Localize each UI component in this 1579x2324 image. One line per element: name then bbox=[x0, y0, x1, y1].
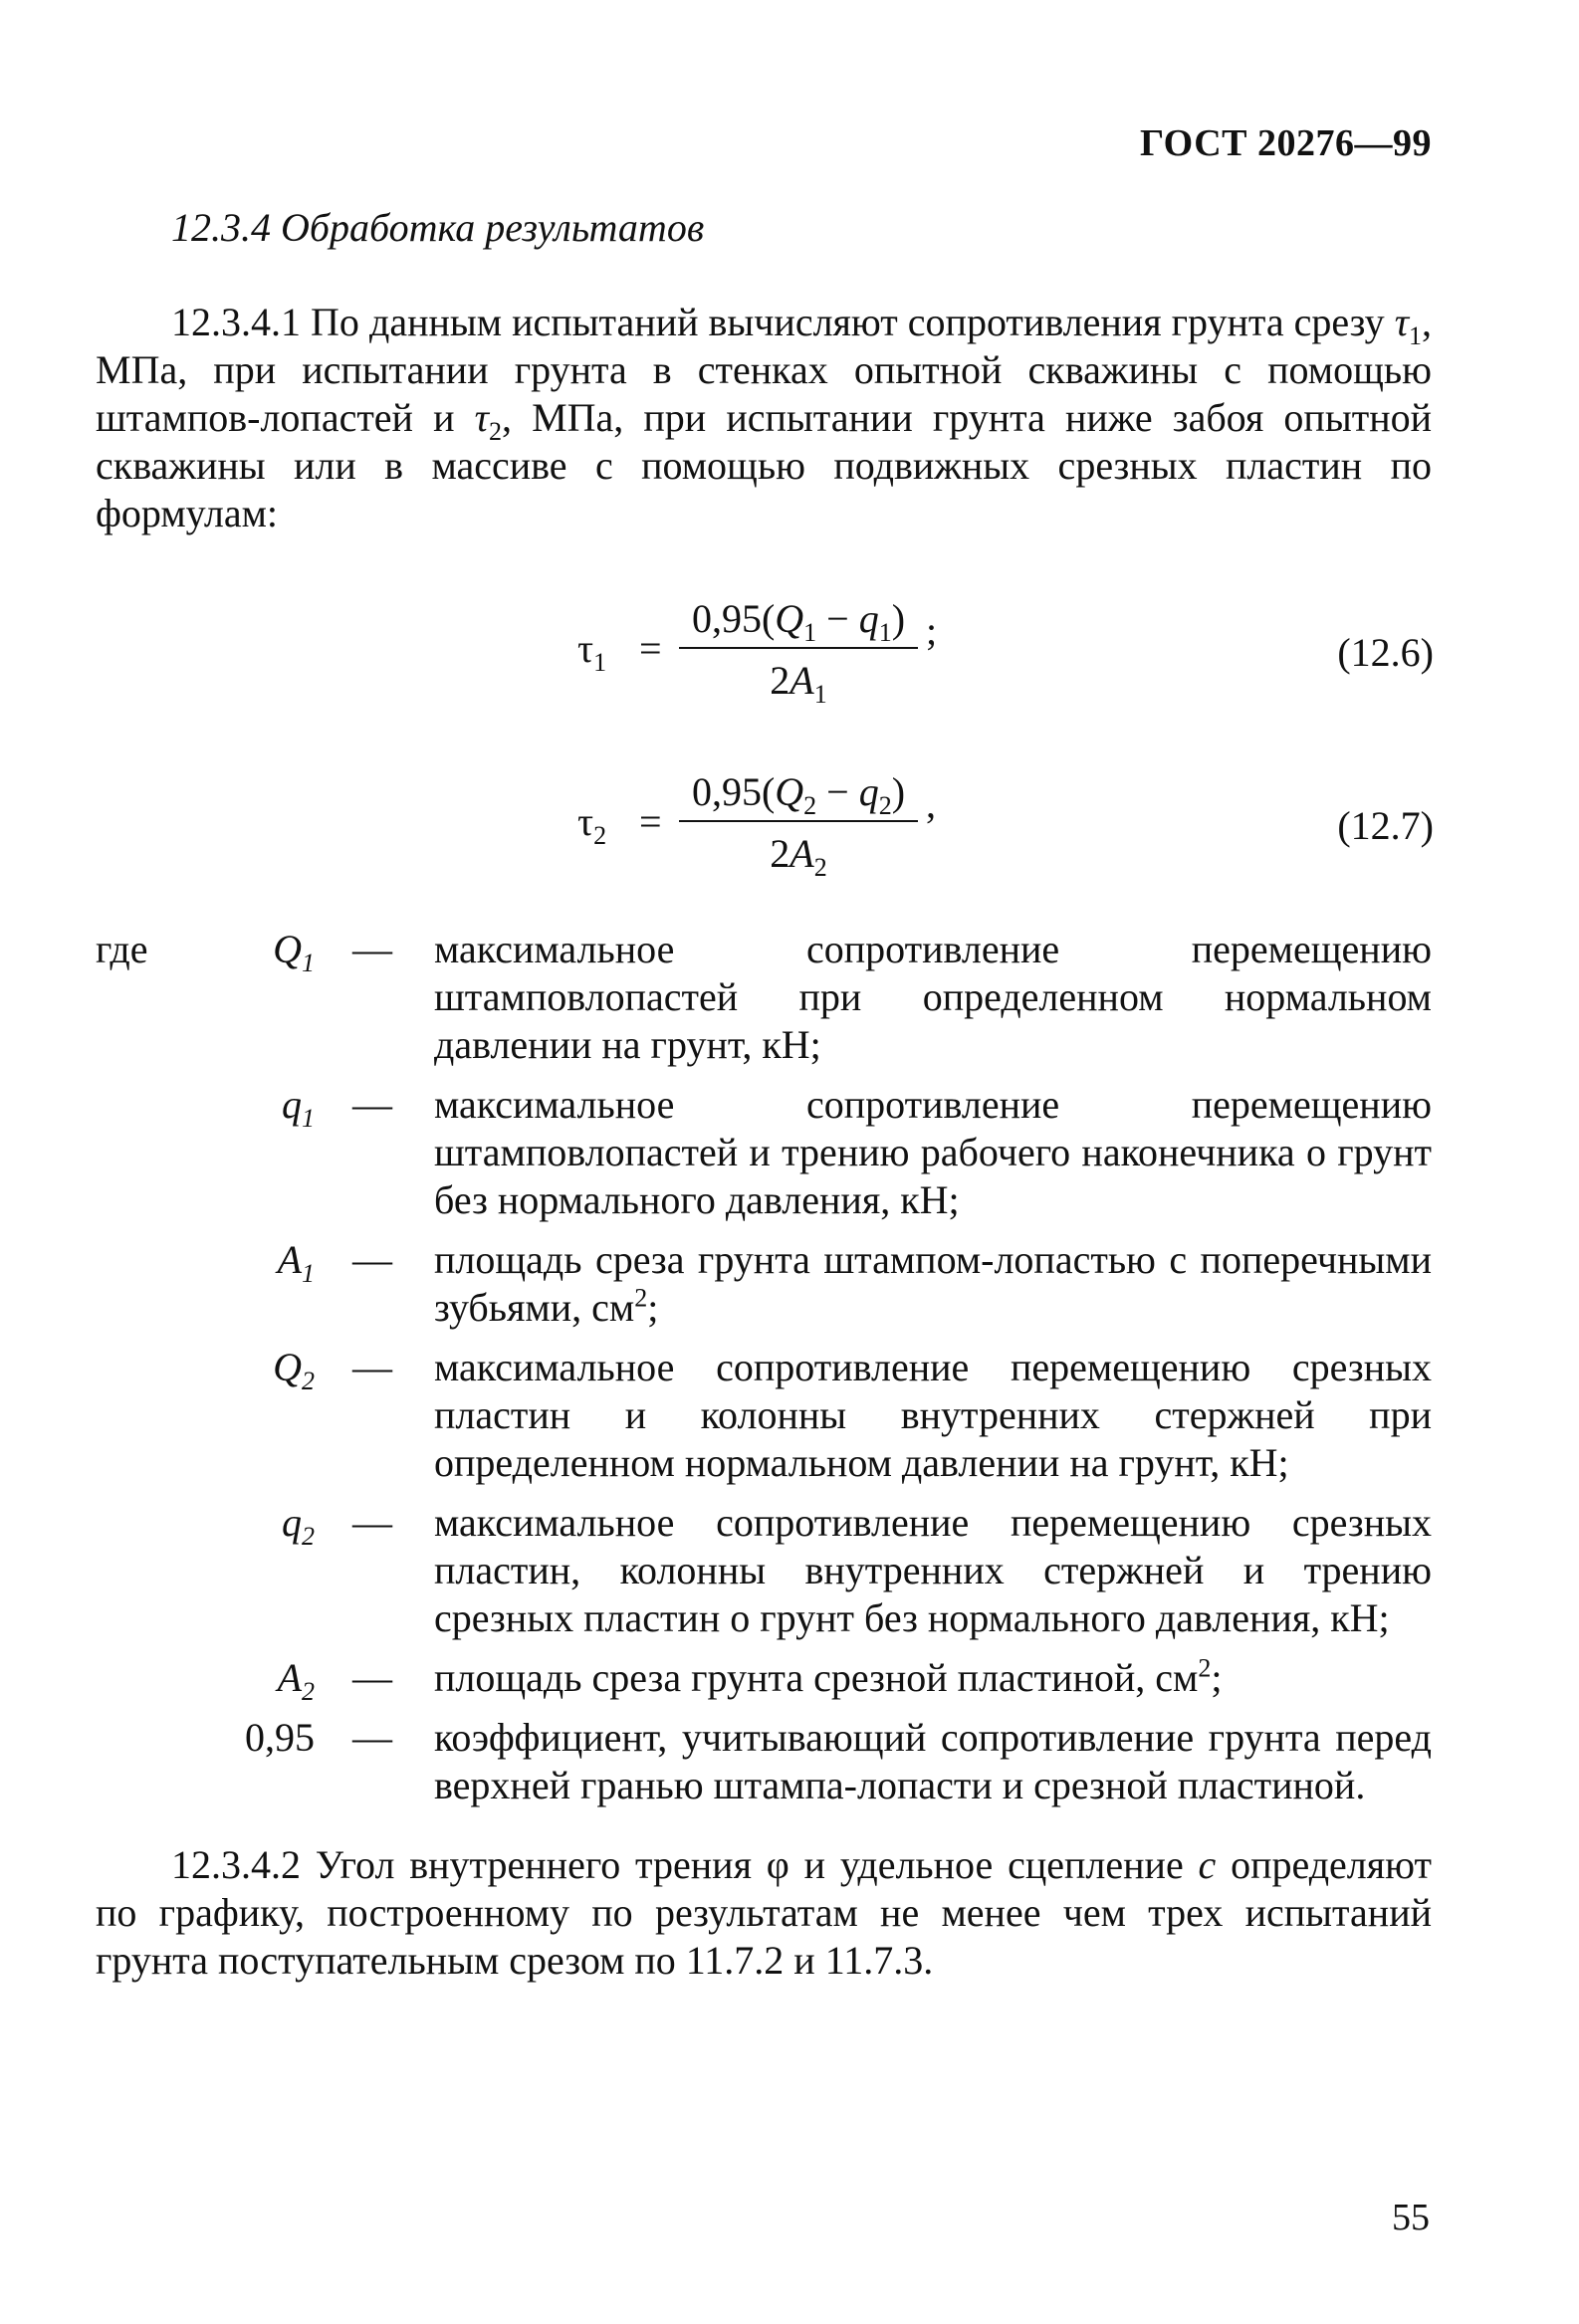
definition-text: коэффициент, учитывающий сопротивление грунта перед верхней гранью штампа-лопасти и срезной пластиной. bbox=[434, 1715, 1432, 1807]
definition-text: максимальное сопротивление перемещению штамповлопастей и трению рабочего наконечника о грунт без нормального давления, кН; bbox=[434, 1082, 1432, 1222]
formula-12-7 bbox=[577, 766, 1434, 886]
definition-item bbox=[96, 1499, 1432, 1642]
definition-symbol: $q_2$ bbox=[282, 1500, 315, 1551]
definition-dash: — bbox=[352, 927, 392, 971]
denominator: $2A_1$ bbox=[770, 658, 827, 709]
definition-symbol: $q_1$ bbox=[282, 1082, 315, 1133]
definition-dash: — bbox=[352, 1655, 392, 1700]
definition-dash: — bbox=[352, 1715, 392, 1760]
denominator: $2A_2$ bbox=[770, 831, 827, 882]
definition-dash: — bbox=[352, 1500, 392, 1545]
fraction-bar bbox=[679, 647, 918, 649]
fraction bbox=[679, 593, 918, 707]
definition-dash: — bbox=[352, 1082, 392, 1127]
paragraph-12-3-4-2 bbox=[96, 1841, 1432, 1985]
paragraph-text: и удельное сцепление bbox=[803, 1842, 1184, 1887]
definition-item bbox=[96, 1344, 1432, 1487]
definition-text: максимальное сопротивление перемещению срезных пластин, колонны внутренних стержней и трению срезных пластин о грунт без нормального давления, кН; bbox=[434, 1500, 1432, 1640]
c-symbol: c bbox=[1198, 1842, 1217, 1887]
definition-symbol: $Q_1$ bbox=[273, 927, 315, 977]
phi-symbol: φ bbox=[766, 1842, 790, 1887]
paragraph-text: определяют по графику, построенному по результатам не менее чем трех испытаний грунта поступательным срезом по 11.7.2 и 11.7.3. bbox=[96, 1842, 1432, 1983]
definition-dash: — bbox=[352, 1237, 392, 1282]
paragraph-text: , МПа, при испытании грунта в стенках опытной скважины с помощью штампов-лопастей и bbox=[96, 300, 1433, 440]
numerator: $0,95(Q_1 - q_1)$ bbox=[691, 596, 906, 647]
tau-symbol: τ bbox=[1394, 300, 1410, 344]
definition-symbol: $A_2$ bbox=[277, 1655, 315, 1706]
formula-punctuation: , bbox=[926, 781, 936, 826]
definition-symbol: $A_1$ bbox=[277, 1237, 315, 1288]
standard-code: ГОСТ 20276—99 bbox=[1139, 122, 1432, 164]
definition-text: площадь среза грунта срезной пластиной, $см^2$; bbox=[434, 1653, 1223, 1700]
paragraph-text: Угол внутреннего трения bbox=[315, 1842, 752, 1887]
definition-item bbox=[96, 1236, 1432, 1332]
tau-symbol: τ bbox=[474, 395, 489, 440]
fraction bbox=[679, 766, 918, 880]
formula-12-6 bbox=[577, 593, 1434, 713]
paragraph-number: 12.3.4.1 bbox=[171, 300, 301, 344]
definition-item bbox=[96, 1653, 1432, 1706]
paragraph-text: По данным испытаний вычисляют сопротивления грунта срезу bbox=[311, 300, 1385, 344]
definition-symbol: $Q_2$ bbox=[273, 1345, 315, 1395]
equals-sign: = bbox=[639, 799, 662, 844]
formula-lhs: $\tau_2$ bbox=[577, 799, 607, 850]
paragraph-12-3-4-1 bbox=[96, 299, 1432, 537]
fraction-bar bbox=[679, 820, 918, 822]
definition-item bbox=[96, 1081, 1432, 1224]
numerator: $0,95(Q_2 - q_2)$ bbox=[691, 769, 906, 820]
definition-symbol: 0,95 bbox=[245, 1715, 315, 1760]
equals-sign: = bbox=[639, 626, 662, 671]
subscript: 1 bbox=[1409, 321, 1423, 350]
formula-lhs: $\tau_1$ bbox=[577, 626, 607, 677]
definition-item bbox=[96, 1714, 1432, 1809]
section-title: 12.3.4 Обработка результатов bbox=[171, 205, 705, 250]
definitions-prefix: где bbox=[96, 927, 148, 971]
equation-number: (12.6) bbox=[1337, 630, 1434, 675]
definition-text: площадь среза грунта штампом-лопастью с поперечными зубьями, $см^2$; bbox=[434, 1237, 1432, 1330]
subscript: 2 bbox=[488, 417, 502, 446]
definition-text: максимальное сопротивление перемещению штамповлопастей при определенном нормальном давлении на грунт, кН; bbox=[434, 927, 1432, 1067]
paragraph-text: , МПа, при испытании грунта ниже забоя опытной скважины или в массиве с помощью подвижных срезных пластин по формулам: bbox=[96, 395, 1433, 535]
definition-text: максимальное сопротивление перемещению срезных пластин и колонны внутренних стержней при определенном нормальном давлении на грунт, кН; bbox=[434, 1345, 1432, 1485]
page-number: 55 bbox=[1392, 2197, 1430, 2238]
paragraph-number: 12.3.4.2 bbox=[171, 1842, 301, 1887]
definition-item bbox=[96, 926, 1432, 1069]
formula-punctuation: ; bbox=[926, 608, 938, 653]
variable-definitions bbox=[96, 926, 1432, 1821]
equation-number: (12.7) bbox=[1337, 803, 1434, 848]
definition-dash: — bbox=[352, 1345, 392, 1389]
